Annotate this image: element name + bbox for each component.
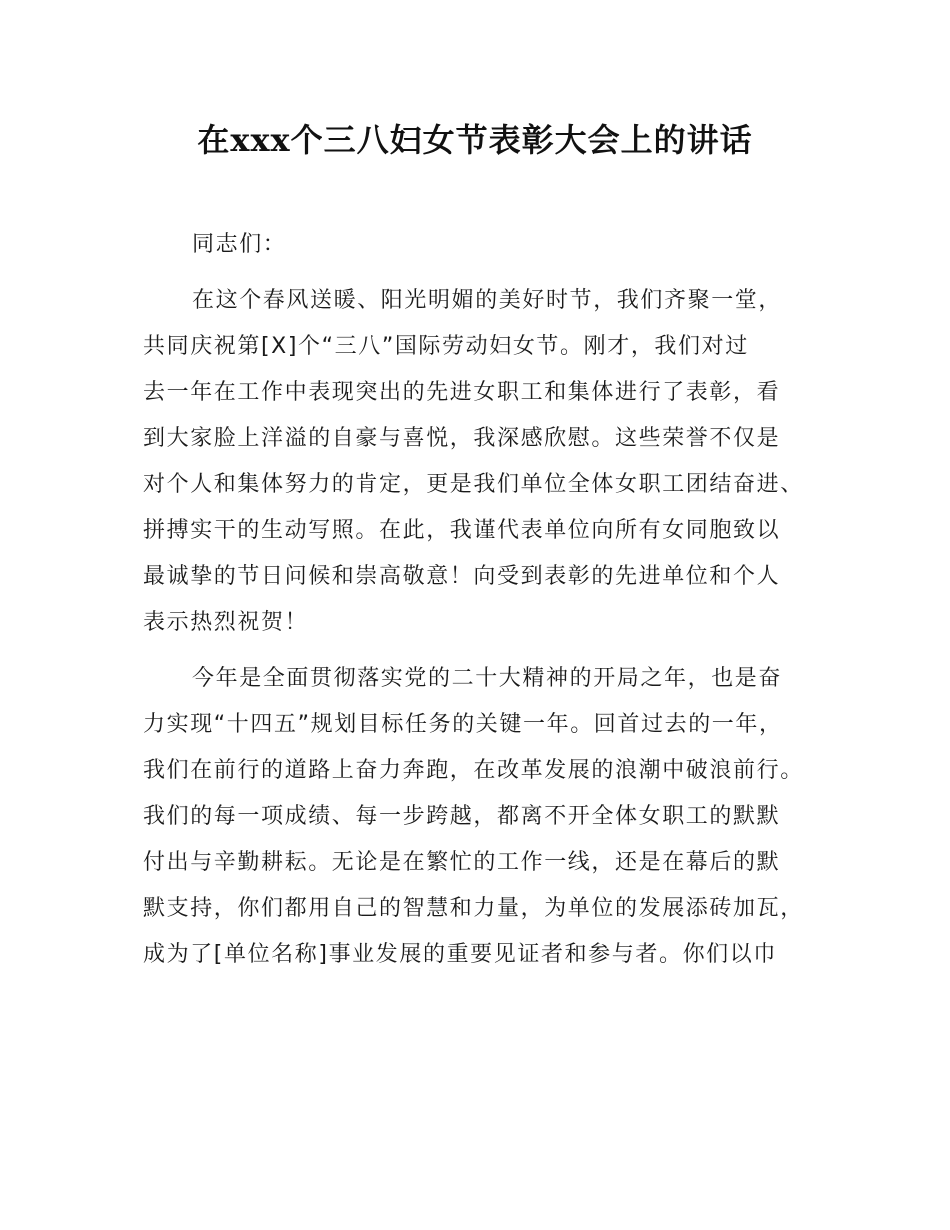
salutation-text: 同志们： — [192, 232, 287, 257]
paragraph-line: 力实现“十四五”规划目标任务的关键一年。回首过去的一年， — [143, 712, 783, 737]
paragraph-line: 付出与辛勤耕耘。无论是在繁忙的工作一线，还是在幕后的默 — [143, 850, 781, 875]
paragraph-line: 今年是全面贯彻落实党的二十大精神的开局之年，也是奋 — [192, 666, 783, 691]
paragraph-line: 最诚挚的节日问候和崇高敬意！向受到表彰的先进单位和个人 — [143, 564, 781, 589]
salutation — [143, 222, 833, 268]
paragraph-line: 到大家脸上洋溢的自豪与喜悦，我深感欣慰。这些荣誉不仅是 — [143, 426, 781, 451]
document-title: 在xxx个三八妇女节表彰大会上的讲话 — [197, 121, 753, 159]
paragraph-line: 共同庆祝第[X]个“三八”国际劳动妇女节。刚才，我们对过 — [143, 334, 749, 359]
paragraph-line: 去一年在工作中表现突出的先进女职工和集体进行了表彰，看 — [143, 380, 781, 405]
paragraph-line: 在这个春风送暖、阳光明媚的美好时节，我们齐聚一堂， — [192, 288, 783, 313]
paragraph-line: 表示热烈祝贺！ — [143, 610, 309, 635]
document-body — [143, 222, 833, 988]
paragraph-line: 我们在前行的道路上奋力奔跑，在改革发展的浪潮中破浪前行。 — [143, 758, 804, 783]
paragraph-line: 拼搏实干的生动写照。在此，我谨代表单位向所有女同胞致以 — [143, 518, 781, 543]
paragraph-line: 对个人和集体努力的肯定，更是我们单位全体女职工团结奋进、 — [143, 472, 804, 497]
paragraph-2 — [143, 656, 833, 978]
paragraph-line: 默支持，你们都用自己的智慧和力量，为单位的发展添砖加瓦， — [143, 896, 804, 921]
paragraph-1 — [143, 278, 833, 646]
paragraph-line: 我们的每一项成绩、每一步跨越，都离不开全体女职工的默默 — [143, 804, 781, 829]
paragraph-line: 成为了[单位名称]事业发展的重要见证者和参与者。你们以巾 — [143, 942, 777, 967]
